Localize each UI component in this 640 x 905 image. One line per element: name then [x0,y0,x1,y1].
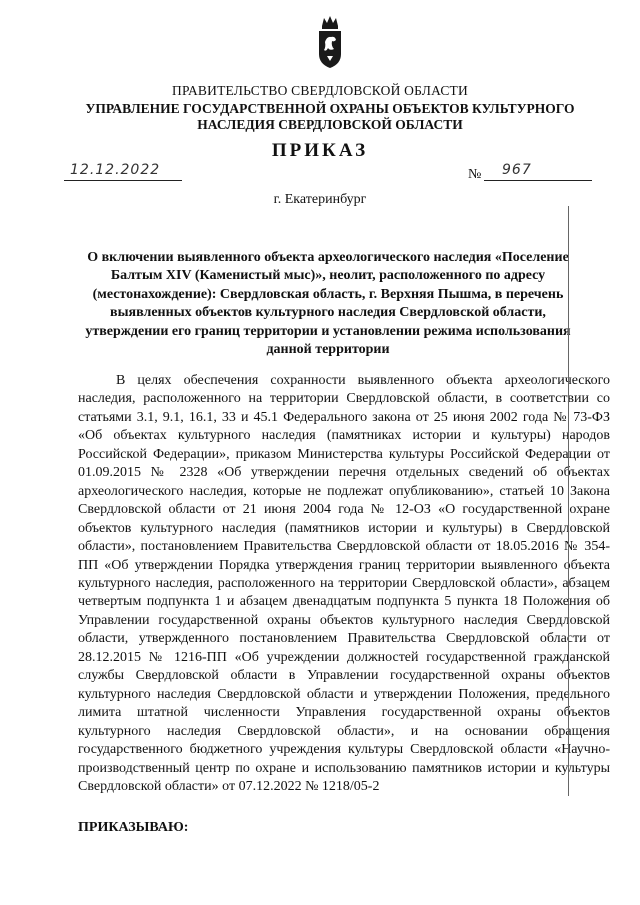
preamble-paragraph: В целях обеспечения сохранности выявленного объекта археологического наследия, расположенного на территории Свердловской области, в соответствии со статьями 3.1, 9.1, 16.1, 33 и 45.1 Федерального закона от 25 июня 2002 года № 73-ФЗ «Об объектах культурного наследия (памятниках истории и культуры) народов Российской Федерации», приказом Министерства культуры Российской Федерации от 01.09.2015 № 2328 «Об утверждении перечня отдельных сведений об объектах археологического наследия, которые не подлежат опубликованию», статьей 10 Закона Свердловской области от 21 июня 2004 года № 12-ОЗ «О государственной охране объектов культурного наследия (памятников истории и культуры) в Свердловской области», постановлением Правительства Свердловской области от 18.05.2016 № 354-ПП «Об утверждении Порядка утверждения границ территории выявленного объекта культурного наследия, расположенного на территории Свердловской области», абзацем четвертым подпункта 1 и абзацем двенадцатым подпункта 5 пункта 18 Положения об Управлении государственной охраны объектов культурного наследия Свердловской области, утвержденного постановлением Правительства Свердловской области от 28.12.2015 № 1216-ПП «Об учреждении должностей государственной гражданской службы Свердловской области в Управлении государственной охраны объектов культурного наследия Свердловской области и утверждении Положения, предельного лимита штатной численности Управления государственной охраны объектов культурного наследия Свердловской области», и на основании обращения государственного бюджетного учреждения культуры Свердловской области «Научно-производственный центр по охране и использованию памятников истории и культуры Свердловской области» от 07.12.2022 № 1218/05-2 [78,373,610,794]
date-field [64,162,182,181]
document-title: ПРИКАЗ [271,140,369,161]
city: г. Екатеринбург [273,192,367,207]
order-date: 12.12.2022 [70,162,161,178]
orders-heading: ПРИКАЗЫВАЮ: [78,820,189,835]
department-name: УПРАВЛЕНИЕ ГОСУДАРСТВЕННОЙ ОХРАНЫ ОБЪЕКТОВ КУЛЬТУРНОГО НАСЛЕДИЯ СВЕРДЛОВСКОЙ ОБЛАСТИ [85,101,575,132]
government-name: ПРАВИТЕЛЬСТВО СВЕРДЛОВСКОЙ ОБЛАСТИ [172,83,468,98]
order-number: 967 [502,162,532,178]
sverdlovsk-coat-of-arms-icon [316,14,344,70]
scan-artifact-line [568,206,569,796]
number-label: № [468,167,482,182]
order-subject: О включении выявленного объекта археологического наследия «Поселение Балтым XIV (Каменистый мыс)», неолит, расположенного по адресу (местонахождение): Свердловская область, г. Верхняя Пышма, в перечень выявленных объектов культурного наследия Свердловской области, утверждении его границ территории и установлении режима использования данной территории [85,250,571,358]
number-field [484,162,592,181]
